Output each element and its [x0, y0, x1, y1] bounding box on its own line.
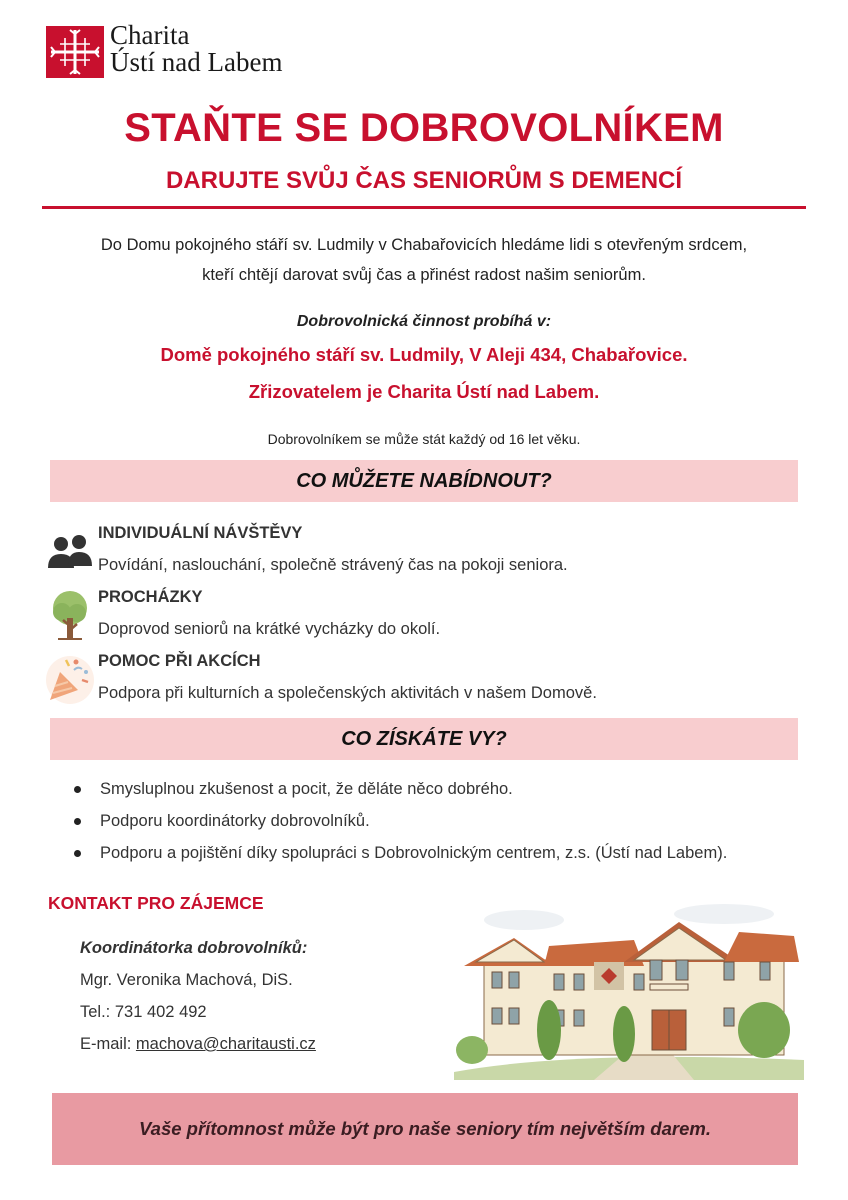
bullet-icon	[74, 786, 81, 793]
contact-heading: KONTAKT PRO ZÁJEMCE	[48, 893, 264, 913]
offer-title-visits: INDIVIDUÁLNÍ NÁVŠTĚVY	[98, 524, 303, 542]
party-popper-icon	[46, 652, 94, 708]
offer-desc-events: Podpora při kulturních a společenských aktivitách v našem Domově.	[98, 684, 597, 702]
people-icon	[46, 524, 94, 580]
contact-role: Koordinátorka dobrovolníků:	[80, 939, 308, 957]
contact-details	[80, 935, 316, 1063]
intro-text	[0, 230, 848, 290]
tree-icon	[46, 588, 94, 644]
benefits-heading: CO ZÍSKÁTE VY?	[50, 718, 798, 760]
offer-title-walks: PROCHÁZKY	[98, 588, 203, 606]
contact-phone: Tel.: 731 402 492	[80, 1003, 207, 1021]
benefit-text: Podporu koordinátorky dobrovolníků.	[100, 812, 370, 830]
intro-line-1: Do Domu pokojného stáří sv. Ludmily v Chabařovicích hledáme lidi s otevřeným srdcem,	[100, 236, 748, 254]
list-item	[72, 775, 812, 807]
offer-desc-visits: Povídání, naslouchání, společně strávený čas na pokoji seniora.	[98, 556, 568, 574]
offer-heading: CO MŮŽETE NABÍDNOUT?	[50, 460, 798, 502]
title-divider	[42, 206, 806, 209]
house-illustration	[454, 900, 804, 1080]
list-item	[72, 839, 812, 871]
activity-location: Domě pokojného stáří sv. Ludmily, V Aleji 434, Chabařovice.	[160, 344, 688, 365]
bullet-icon	[74, 850, 81, 857]
benefits-list	[72, 775, 812, 871]
bullet-icon	[74, 818, 81, 825]
charita-logo	[46, 22, 336, 86]
benefit-text: Smysluplnou zkušenost a pocit, že děláte něco dobrého.	[100, 780, 513, 798]
logo-line-1: Charita	[110, 20, 190, 50]
contact-email-row	[80, 1031, 316, 1063]
intro-line-2: kteří chtějí darovat svůj čas a přinést radost našim seniorům.	[202, 266, 646, 284]
contact-email-label: E-mail:	[80, 1035, 136, 1053]
list-item	[72, 807, 812, 839]
contact-email-link[interactable]: machova@charitausti.cz	[135, 1035, 316, 1053]
age-note: Dobrovolníkem se může stát každý od 16 let věku.	[267, 431, 581, 447]
activity-label: Dobrovolnická činnost probíhá v:	[296, 313, 552, 330]
page-subtitle: DARUJTE SVŮJ ČAS SENIORŮM S DEMENCÍ	[165, 167, 683, 194]
charita-cross-icon	[46, 26, 104, 78]
offer-desc-walks: Doprovod seniorů na krátké vycházky do okolí.	[98, 620, 441, 638]
page-title: STAŇTE SE DOBROVOLNÍKEM	[124, 106, 724, 150]
logo-line-2: Ústí nad Labem	[110, 47, 283, 77]
footer-message: Vaše přítomnost může být pro naše seniory tím největším darem.	[52, 1093, 798, 1165]
activity-founder: Zřizovatelem je Charita Ústí nad Labem.	[248, 381, 600, 402]
benefit-text: Podporu a pojištění díky spolupráci s Dobrovolnickým centrem, z.s. (Ústí nad Labem).	[100, 844, 728, 862]
contact-name: Mgr. Veronika Machová, DiS.	[80, 971, 293, 989]
logo-text	[110, 22, 282, 76]
offer-title-events: POMOC PŘI AKCÍCH	[98, 652, 261, 670]
